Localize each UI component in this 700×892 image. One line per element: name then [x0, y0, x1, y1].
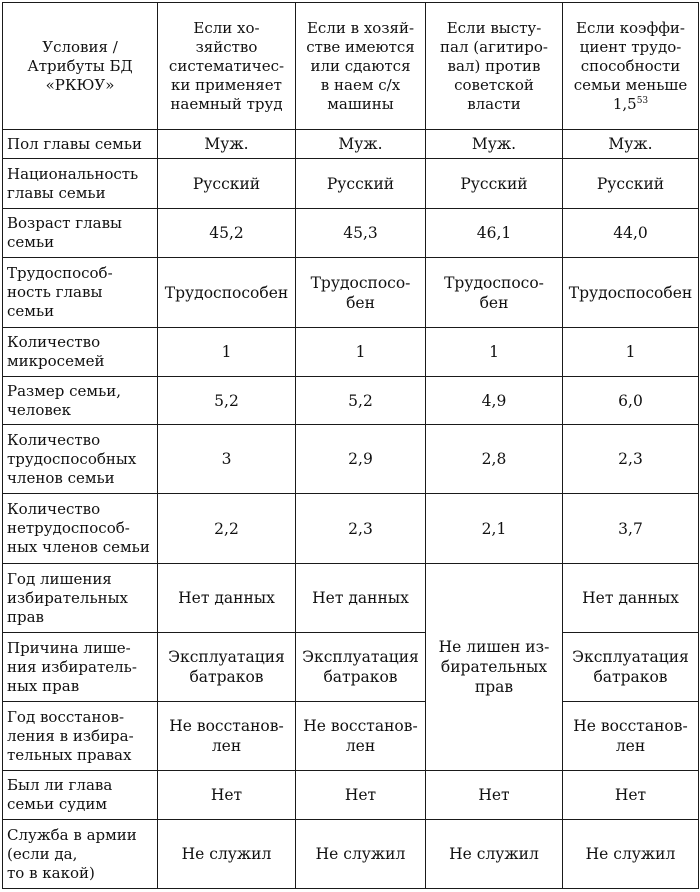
row-attr-label: Служба в армии (если да, то в какой) — [3, 820, 158, 889]
table-cell: Муж. — [426, 130, 563, 159]
table-row — [3, 633, 699, 702]
table-row — [3, 328, 699, 377]
table-cell: Эксплуатация батраков — [158, 633, 296, 702]
table-cell: 2,2 — [158, 494, 296, 564]
table-cell: 2,3 — [296, 494, 426, 564]
table-cell: Трудоспособен — [158, 258, 296, 328]
header-condition-4: Если коэффи- циент трудо- способности семьи меньше $1,5^{53}$ — [563, 3, 699, 130]
table-cell: 2,3 — [563, 425, 699, 494]
table-row — [3, 130, 699, 159]
table-cell: 44,0 — [563, 209, 699, 258]
table-cell: Не восстанов- лен — [563, 702, 699, 771]
table-cell: Не служил — [158, 820, 296, 889]
table-row — [3, 159, 699, 209]
header-row — [3, 3, 699, 130]
table-cell: Русский — [563, 159, 699, 209]
table-cell: 2,9 — [296, 425, 426, 494]
table-cell: Не служил — [296, 820, 426, 889]
row-attr-label: Количество трудоспособных членов семьи — [3, 425, 158, 494]
table-cell: Трудоспосо- бен — [296, 258, 426, 328]
table-row — [3, 209, 699, 258]
table-cell: Муж. — [563, 130, 699, 159]
table-cell: 1 — [563, 328, 699, 377]
row-attr-label: Количество нетрудоспособ- ных членов семьи — [3, 494, 158, 564]
table-cell: 5,2 — [296, 377, 426, 425]
row-attr-label: Год лишения избирательных прав — [3, 564, 158, 633]
table-cell: Трудоспосо- бен — [426, 258, 563, 328]
row-attr-label: Причина лише- ния избиратель- ных прав — [3, 633, 158, 702]
table-cell: 1 — [158, 328, 296, 377]
table-row — [3, 377, 699, 425]
row-attr-label: Трудоспособ- ность главы семьи — [3, 258, 158, 328]
row-attr-label: Пол главы семьи — [3, 130, 158, 159]
table-cell: Нет — [296, 771, 426, 820]
table-row — [3, 425, 699, 494]
rkyuu-attributes-table — [2, 2, 699, 889]
table-row — [3, 820, 699, 889]
table-cell: 45,2 — [158, 209, 296, 258]
table-cell: 1 — [426, 328, 563, 377]
table-cell: 2,1 — [426, 494, 563, 564]
table-cell: Муж. — [296, 130, 426, 159]
table-cell: Нет — [158, 771, 296, 820]
table-row — [3, 564, 699, 633]
table-cell: Эксплуатация батраков — [296, 633, 426, 702]
table-cell: Не служил — [563, 820, 699, 889]
table-cell: 45,3 — [296, 209, 426, 258]
table-cell: Русский — [158, 159, 296, 209]
table-cell: 2,8 — [426, 425, 563, 494]
table-cell: 3 — [158, 425, 296, 494]
footnote-marker: 53 — [636, 95, 649, 106]
table-row — [3, 494, 699, 564]
table-cell: Не восстанов- лен — [296, 702, 426, 771]
table-cell: Трудоспособен — [563, 258, 699, 328]
table-row — [3, 771, 699, 820]
merged-cell-not-deprived: Не лишен из- бирательных прав — [426, 564, 563, 771]
table-cell: Эксплуатация батраков — [563, 633, 699, 702]
header-attr: Условия / Атрибуты БД «РКЮУ» — [3, 3, 158, 130]
header-condition-1: Если хо- зяйство систематичес- ки применяет наемный труд — [158, 3, 296, 130]
table-cell: Муж. — [158, 130, 296, 159]
table-row — [3, 702, 699, 771]
row-attr-label: Возраст главы семьи — [3, 209, 158, 258]
table-cell: 5,2 — [158, 377, 296, 425]
table-cell: Нет данных — [296, 564, 426, 633]
row-attr-label: Год восстанов- ления в избира- тельных правах — [3, 702, 158, 771]
table-cell: 46,1 — [426, 209, 563, 258]
row-attr-label: Количество микросемей — [3, 328, 158, 377]
row-attr-label: Был ли глава семьи судим — [3, 771, 158, 820]
table-cell: 3,7 — [563, 494, 699, 564]
table-cell: Нет данных — [158, 564, 296, 633]
table-row — [3, 258, 699, 328]
table-cell: Нет данных — [563, 564, 699, 633]
row-attr-label: Национальность главы семьи — [3, 159, 158, 209]
table-cell: 1 — [296, 328, 426, 377]
table-cell: Нет — [563, 771, 699, 820]
header-condition-3: Если высту- пал (агитиро- вал) против советской власти — [426, 3, 563, 130]
header-condition-2: Если в хозяй- стве имеются или сдаются в наем с/х машины — [296, 3, 426, 130]
row-attr-label: Размер семьи, человек — [3, 377, 158, 425]
table-cell: Нет — [426, 771, 563, 820]
table-cell: Русский — [426, 159, 563, 209]
table-cell: 4,9 — [426, 377, 563, 425]
table-cell: Не служил — [426, 820, 563, 889]
table-cell: 6,0 — [563, 377, 699, 425]
table-cell: Русский — [296, 159, 426, 209]
table-cell: Не восстанов- лен — [158, 702, 296, 771]
